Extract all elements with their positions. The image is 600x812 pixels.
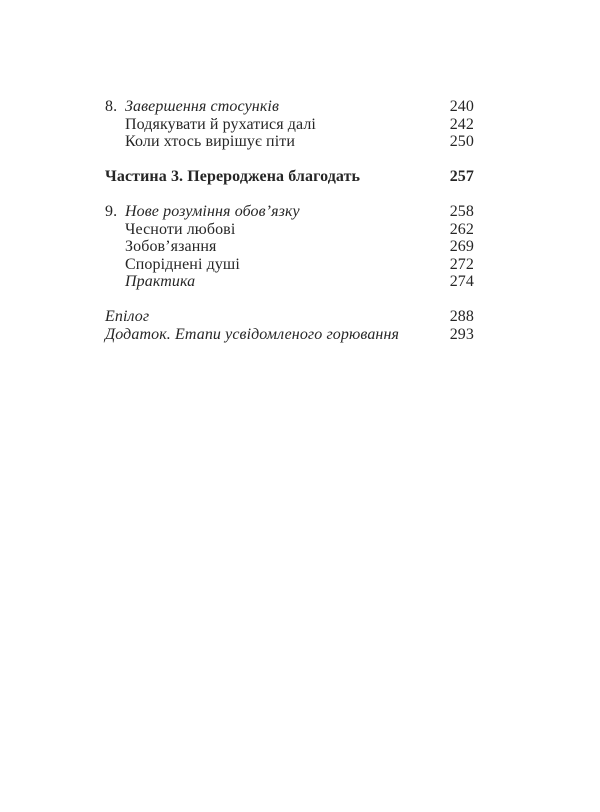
toc-entry-label: Епілог	[105, 308, 150, 325]
toc-entry-page-number: 262	[449, 220, 474, 238]
toc-row	[105, 221, 474, 239]
table-of-contents	[105, 98, 474, 343]
toc-entry-label: Нове розуміння обов’язку	[125, 203, 300, 220]
toc-entry-page-number: 258	[449, 203, 474, 220]
toc-entry-label: Завершення стосунків	[125, 98, 280, 115]
toc-entry-label: Практика	[125, 273, 196, 290]
toc-section	[105, 308, 474, 343]
toc-chapter-number: 9.	[105, 203, 118, 220]
toc-entry-page-number: 242	[449, 115, 474, 133]
toc-row	[105, 98, 474, 116]
toc-entry-label: Подякувати й рухатися далі	[125, 115, 316, 133]
toc-section	[105, 168, 474, 186]
toc-row	[105, 326, 474, 344]
toc-entry-label: Додаток. Етапи усвідомленого горювання	[105, 325, 400, 343]
toc-row	[105, 168, 474, 186]
toc-entry-label: Зобов’язання	[125, 238, 217, 255]
toc-row	[105, 256, 474, 274]
toc-entry-page-number: 288	[449, 308, 474, 325]
toc-entry-page-number: 274	[449, 273, 474, 290]
toc-chapter-number: 8.	[105, 98, 118, 115]
toc-row	[105, 238, 474, 256]
toc-entry-page-number: 293	[449, 325, 474, 343]
toc-row	[105, 116, 474, 134]
toc-entry-page-number: 250	[449, 133, 474, 150]
toc-entry-label: Коли хтось вирішує піти	[125, 133, 296, 150]
toc-row	[105, 203, 474, 221]
toc-row	[105, 308, 474, 326]
toc-row	[105, 273, 474, 291]
toc-section	[105, 203, 474, 291]
toc-section	[105, 98, 474, 151]
toc-entry-page-number: 272	[449, 255, 474, 273]
toc-entry-page-number: 240	[449, 98, 474, 115]
toc-row	[105, 133, 474, 151]
toc-entry-label: Споріднені душі	[125, 255, 240, 273]
toc-entry-label: Чесноти любові	[125, 220, 236, 238]
toc-entry-label: Частина 3. Перероджена благодать	[105, 168, 361, 185]
toc-entry-page-number: 269	[449, 238, 474, 255]
toc-entry-page-number: 257	[449, 168, 474, 185]
